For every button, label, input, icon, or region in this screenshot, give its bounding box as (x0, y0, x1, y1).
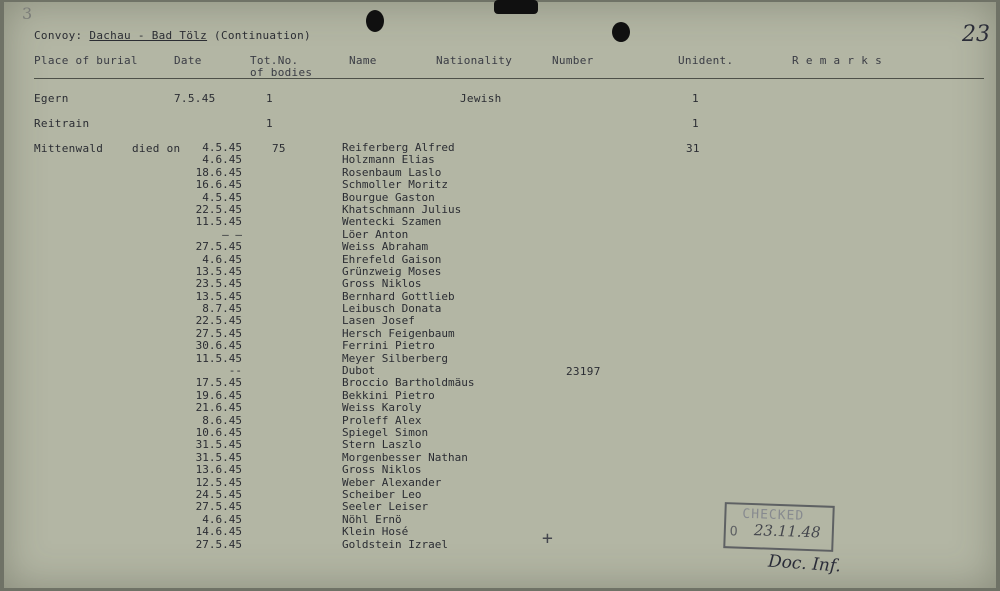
name-cell: Seeler Leiser (342, 500, 429, 514)
date-cell: 4.6.45 (202, 153, 242, 167)
date-cell: 4.5.45 (202, 190, 242, 204)
name-cell: Weiss Karoly (342, 401, 422, 415)
date-cell: 4.6.45 (202, 252, 242, 266)
entry-bodies: 1 (266, 92, 273, 105)
name-cell: Gross Niklos (342, 277, 422, 291)
name-cell: Khatschmann Julius (342, 202, 462, 216)
convoy-label: Convoy: (34, 29, 83, 42)
date-cell: 22.5.45 (195, 314, 242, 328)
name-cell: Morgenbesser Nathan (342, 450, 468, 464)
page-number: 23 (962, 22, 990, 47)
date-cell: 19.6.45 (195, 388, 242, 402)
date-cell: 14.6.45 (195, 525, 242, 539)
name-cell: Weber Alexander (342, 475, 442, 489)
name-cell: Stern Laszlo (342, 438, 422, 452)
name-cell: Bekkini Pietro (342, 388, 435, 402)
date-cell: 13.5.45 (195, 289, 242, 303)
date-cell: 10.6.45 (195, 425, 242, 439)
date-cell: 27.5.45 (195, 240, 242, 254)
header-tot-line2: of bodies (250, 66, 313, 79)
entry-nationality: Jewish (460, 92, 502, 105)
name-cell: Grünzweig Moses (342, 264, 442, 278)
date-cell: 21.6.45 (195, 401, 242, 415)
cross-mark: + (542, 528, 553, 549)
date-cell: 31.5.45 (195, 450, 242, 464)
convoy-route: Dachau - Bad Tölz (89, 29, 208, 42)
document-sheet (4, 2, 996, 588)
date-cell: 13.5.45 (195, 264, 242, 278)
name-cell: Scheiber Leo (342, 487, 422, 501)
header-rule (34, 78, 984, 79)
stamp-label: CHECKED (742, 506, 805, 524)
name-cell: Broccio Bartholdmäus (342, 376, 475, 390)
date-cell: 30.6.45 (195, 339, 242, 353)
name-cell: Rosenbaum Laslo (342, 165, 442, 179)
date-cell: 11.5.45 (195, 351, 242, 365)
date-cell: 8.7.45 (202, 302, 242, 316)
dates-column (142, 142, 242, 551)
name-cell: Reiferberg Alfred (342, 141, 455, 154)
name-cell: Löer Anton (342, 227, 409, 241)
header-tot-line1: Tot.No. (250, 54, 299, 67)
name-cell: Hersch Feigenbaum (342, 326, 455, 340)
punch-hole (612, 22, 630, 42)
name-cell: Dubot (342, 364, 376, 378)
date-cell: 13.6.45 (195, 463, 242, 477)
header-nationality: Nationality (436, 54, 513, 67)
entry-bodies: 75 (272, 142, 286, 155)
name-cell: Holzmann Elias (342, 153, 435, 167)
date-cell: 27.5.45 (195, 537, 242, 551)
name-cell: Lasen Josef (342, 314, 415, 328)
header-date: Date (174, 54, 202, 67)
name-cell: Wentecki Szamen (342, 215, 442, 229)
header-unident: Unident. (678, 54, 734, 67)
name-cell: Bernhard Gottlieb (342, 289, 455, 303)
date-cell: 18.6.45 (195, 165, 242, 179)
date-cell: 24.5.45 (195, 487, 242, 501)
convoy-line (34, 29, 311, 42)
header-number: Number (552, 54, 594, 67)
name-cell: Proleff Alex (342, 413, 422, 427)
name-cell: Gross Niklos (342, 463, 422, 477)
date-cell: 27.5.45 (195, 500, 242, 514)
header-place: Place of burial (34, 54, 138, 67)
name-cell: Klein Hosé (342, 525, 409, 539)
name-cell: Meyer Silberberg (342, 351, 448, 365)
punch-hole (494, 0, 538, 14)
entry-place: Mittenwald (34, 142, 104, 155)
name-cell: Nöhl Ernö (342, 512, 402, 526)
corner-mark: 3 (22, 4, 33, 23)
date-cell: — — (222, 227, 242, 241)
entry-unident: 31 (686, 142, 700, 155)
name-cell: Spiegel Simon (342, 425, 429, 439)
name-cell: Weiss Abraham (342, 240, 429, 254)
date-cell: 16.6.45 (195, 178, 242, 192)
stamp-prefix: O (729, 524, 738, 540)
date-cell: 4.6.45 (202, 512, 242, 526)
header-remarks: R e m a r k s (792, 54, 882, 67)
prisoner-number: 23197 (566, 365, 601, 378)
signature: Doc. Inf. (767, 551, 842, 577)
name-cell: Schmoller Moritz (342, 178, 448, 192)
entry-place: Reitrain (34, 117, 90, 130)
name-cell: Bourgue Gaston (342, 190, 435, 204)
date-cell: -- (228, 364, 242, 378)
date-cell: 12.5.45 (195, 475, 242, 489)
died-on-label: died on (132, 142, 181, 155)
date-cell: 31.5.45 (195, 438, 242, 452)
date-cell: 27.5.45 (195, 326, 242, 340)
entry-unident: 1 (692, 92, 699, 105)
entry-place: Egern (34, 92, 69, 105)
name-cell: Ehrefeld Gaison (342, 252, 442, 266)
entry-date: 7.5.45 (174, 92, 216, 105)
name-cell: Leibusch Donata (342, 302, 442, 316)
date-cell: 23.5.45 (195, 277, 242, 291)
date-cell: 4.5.45 (202, 141, 242, 154)
date-cell: 22.5.45 (195, 202, 242, 216)
punch-hole (366, 10, 384, 32)
date-cell: 8.6.45 (202, 413, 242, 427)
header-name: Name (349, 54, 377, 67)
name-cell: Ferrini Pietro (342, 339, 435, 353)
name-cell: Goldstein Izrael (342, 537, 448, 551)
entry-unident: 1 (692, 117, 699, 130)
date-cell: 17.5.45 (195, 376, 242, 390)
convoy-note: (Continuation) (214, 29, 311, 42)
entry-bodies: 1 (266, 117, 273, 130)
stamp-date: 23.11.48 (753, 521, 821, 542)
date-cell: 11.5.45 (195, 215, 242, 229)
names-column (342, 142, 474, 551)
checked-stamp (723, 502, 835, 552)
